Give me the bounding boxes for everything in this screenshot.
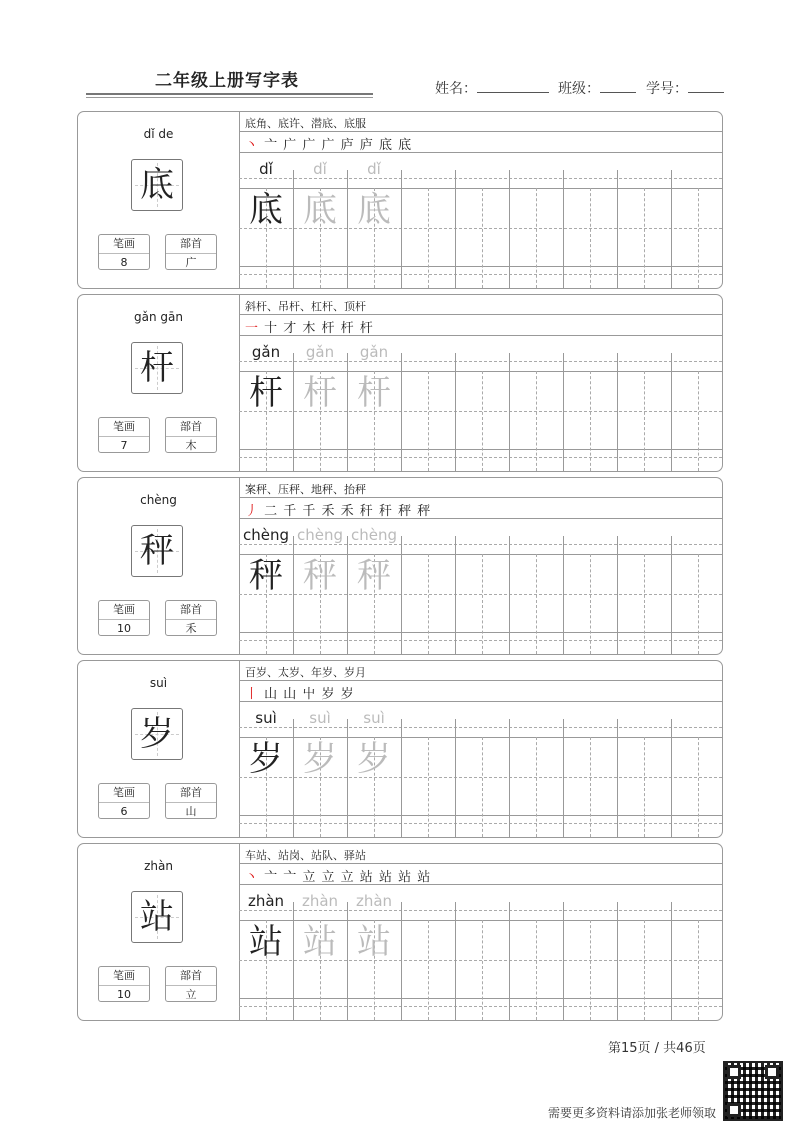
- grid-character: 底: [249, 190, 283, 230]
- class-label: 班级：: [558, 81, 600, 97]
- character-pinyin: zhàn: [144, 859, 173, 873]
- practice-area: [239, 844, 722, 1020]
- stroke-count-value: 6: [120, 805, 128, 818]
- grid-pinyin: zhàn: [247, 892, 285, 910]
- grid-character: 杆: [303, 373, 337, 413]
- grid-pinyin: gǎn: [305, 343, 335, 361]
- radical-label: 部首: [166, 418, 216, 437]
- radical-label: 部首: [166, 967, 216, 986]
- practice-grid[interactable]: [239, 160, 722, 288]
- contact-note: 需要更多资料请添加张老师领取: [548, 1106, 717, 1120]
- grid-character: 杆: [357, 373, 391, 413]
- character-info-panel: [78, 661, 240, 837]
- radical-label: 部首: [166, 235, 216, 254]
- practice-area: [239, 661, 722, 837]
- character-info-panel: [78, 844, 240, 1020]
- grid-character: 杆: [249, 373, 283, 413]
- title-underline: [86, 93, 373, 95]
- stroke-order: 丿 二 千 千 禾 禾 秆 秆 秤 秤: [245, 504, 432, 519]
- character-info-panel: [78, 478, 240, 654]
- grid-character: 秤: [357, 556, 391, 596]
- grid-character: 站: [357, 922, 391, 962]
- grid-character: 底: [357, 190, 391, 230]
- grid-pinyin: zhàn: [301, 892, 339, 910]
- stroke-count-value: 10: [117, 622, 131, 635]
- stroke-count-label: 笔画: [99, 967, 149, 986]
- radical-box: [165, 783, 217, 819]
- class-field[interactable]: [558, 78, 636, 98]
- practice-grid[interactable]: [239, 343, 722, 471]
- character-pinyin: gǎn gān: [134, 310, 183, 324]
- character-info-panel: [78, 295, 240, 471]
- example-words: 案秤、压秤、地秤、抬秤: [245, 483, 366, 496]
- student-number-label: 学号：: [646, 81, 688, 97]
- example-words: 车站、站岗、站队、驿站: [245, 849, 366, 862]
- character-display: 站: [131, 891, 183, 943]
- grid-character: 岁: [249, 739, 283, 779]
- grid-pinyin: dǐ: [367, 160, 381, 178]
- grid-pinyin: gǎn: [251, 343, 281, 361]
- stroke-count-label: 笔画: [99, 235, 149, 254]
- worksheet-title: 二年级上册写字表: [155, 71, 299, 91]
- grid-pinyin: gǎn: [359, 343, 389, 361]
- grid-character: 站: [249, 922, 283, 962]
- practice-area: [239, 112, 722, 288]
- grid-character: 底: [303, 190, 337, 230]
- character-card: [77, 843, 723, 1021]
- radical-value: 广: [185, 256, 197, 269]
- stroke-count-box: [98, 600, 150, 636]
- grid-pinyin: zhàn: [355, 892, 393, 910]
- grid-pinyin: chèng: [296, 526, 343, 544]
- stroke-count-box: [98, 783, 150, 819]
- grid-pinyin: suì: [363, 709, 385, 727]
- stroke-order: 一 十 才 木 杆 杆 杆: [245, 321, 374, 336]
- grid-character: 秤: [303, 556, 337, 596]
- radical-value: 山: [185, 805, 197, 818]
- stroke-count-label: 笔画: [99, 784, 149, 803]
- stroke-count-box: [98, 966, 150, 1002]
- student-number-field[interactable]: [646, 78, 724, 98]
- radical-value: 禾: [185, 622, 197, 635]
- character-info-panel: [78, 112, 240, 288]
- character-pinyin: chèng: [140, 493, 177, 507]
- character-card: [77, 294, 723, 472]
- example-words: 斜杆、吊杆、杠杆、顶杆: [245, 300, 366, 313]
- character-card: [77, 660, 723, 838]
- character-display: 底: [131, 159, 183, 211]
- character-display: 杆: [131, 342, 183, 394]
- grid-pinyin: chèng: [242, 526, 289, 544]
- name-field[interactable]: [435, 78, 549, 98]
- grid-pinyin: chèng: [350, 526, 397, 544]
- title-underline-thin: [86, 97, 373, 98]
- practice-area: [239, 295, 722, 471]
- grid-character: 秤: [249, 556, 283, 596]
- practice-grid[interactable]: [239, 892, 722, 1020]
- stroke-count-value: 8: [120, 256, 128, 269]
- stroke-order: 丶 亠 广 广 广 庐 庐 底 底: [245, 138, 413, 153]
- radical-value: 立: [185, 988, 197, 1001]
- practice-grid[interactable]: [239, 709, 722, 837]
- stroke-count-box: [98, 417, 150, 453]
- radical-box: [165, 417, 217, 453]
- radical-value: 木: [185, 439, 197, 452]
- radical-box: [165, 234, 217, 270]
- stroke-count-label: 笔画: [99, 418, 149, 437]
- name-label: 姓名：: [435, 81, 477, 97]
- stroke-order: 丶 亠 亠 立 立 立 站 站 站 站: [245, 870, 432, 885]
- example-words: 百岁、太岁、年岁、岁月: [245, 666, 366, 679]
- stroke-count-box: [98, 234, 150, 270]
- page-indicator: 第15页 / 共46页: [608, 1041, 706, 1056]
- grid-pinyin: dǐ: [259, 160, 273, 178]
- character-pinyin: suì: [149, 676, 168, 690]
- character-card: [77, 477, 723, 655]
- grid-pinyin: suì: [309, 709, 331, 727]
- stroke-count-value: 10: [117, 988, 131, 1001]
- qr-code-icon: [723, 1061, 783, 1121]
- grid-character: 岁: [357, 739, 391, 779]
- stroke-count-value: 7: [120, 439, 128, 452]
- grid-character: 岁: [303, 739, 337, 779]
- grid-character: 站: [303, 922, 337, 962]
- radical-label: 部首: [166, 784, 216, 803]
- grid-pinyin: dǐ: [313, 160, 327, 178]
- practice-area: [239, 478, 722, 654]
- character-card: [77, 111, 723, 289]
- character-display: 岁: [131, 708, 183, 760]
- radical-box: [165, 966, 217, 1002]
- radical-label: 部首: [166, 601, 216, 620]
- character-pinyin: dǐ de: [143, 127, 174, 141]
- radical-box: [165, 600, 217, 636]
- character-display: 秤: [131, 525, 183, 577]
- practice-grid[interactable]: [239, 526, 722, 654]
- grid-pinyin: suì: [255, 709, 277, 727]
- stroke-order: 丨 山 山 屮 岁 岁: [245, 687, 355, 702]
- stroke-count-label: 笔画: [99, 601, 149, 620]
- example-words: 底角、底许、潜底、底服: [245, 117, 366, 130]
